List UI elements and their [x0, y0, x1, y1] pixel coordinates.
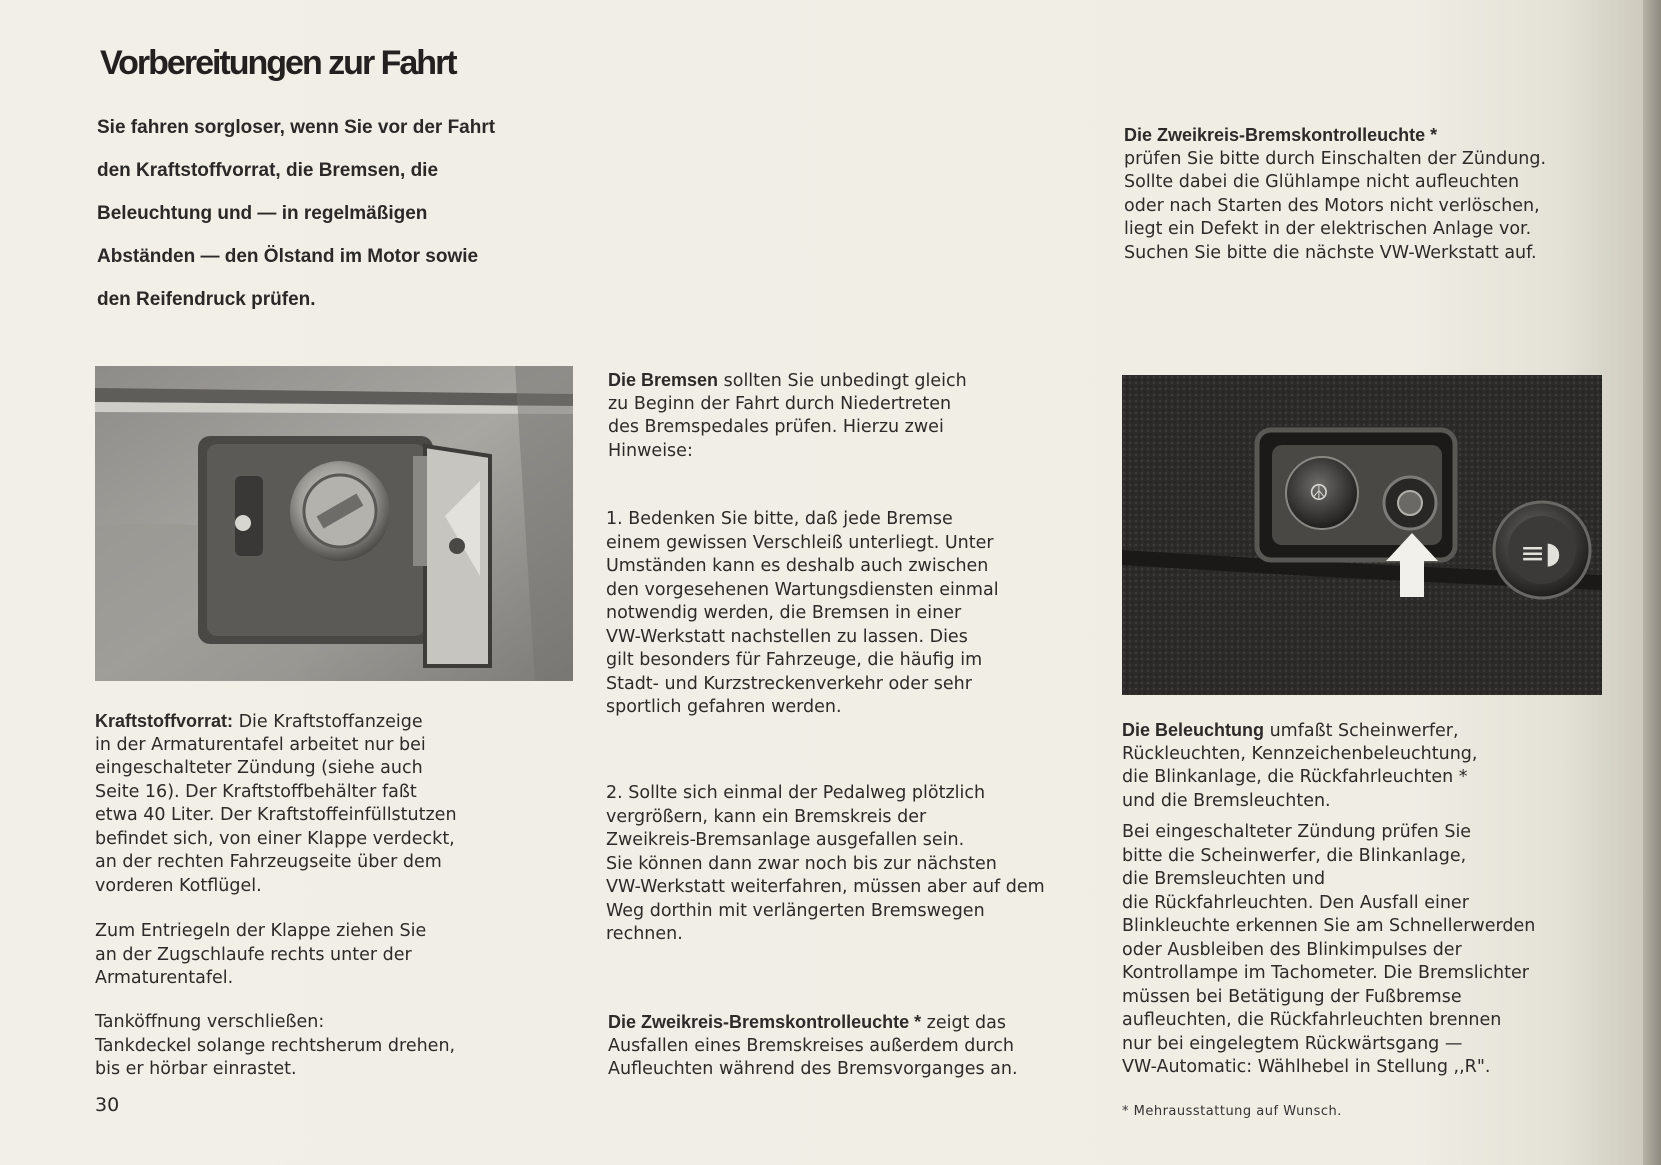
- lighting-check-line: oder Ausbleiben des Blinkimpulses der: [1122, 939, 1462, 960]
- fuel-close-line: Tankdeckel solange rechtsherum drehen,: [95, 1035, 456, 1056]
- warning-light-line: Sollte dabei die Glühlampe nicht aufleuchten: [1124, 172, 1520, 192]
- fuel-close-line: bis er hörbar einrastet.: [95, 1059, 297, 1079]
- intro-line: Sie fahren sorgloser, wenn Sie vor der Fahrt: [97, 117, 496, 138]
- warning-light-line: liegt ein Defekt in der elektrischen Anlage vor.: [1124, 219, 1532, 239]
- brakes-note-line: rechnen.: [606, 924, 683, 944]
- page-edge: [1643, 0, 1661, 1165]
- fuel-heading: Kraftstoffvorrat:: [95, 711, 234, 731]
- warning-light-line: Suchen Sie bitte die nächste VW-Werkstatt auf.: [1124, 242, 1537, 263]
- brakes-line: des Bremspedales prüfen. Hierzu zwei: [608, 417, 944, 437]
- lighting-check-line: Kontrollampe im Tachometer. Die Bremslichter: [1122, 963, 1529, 983]
- brakes-note-line: gilt besonders für Fahrzeuge, die häufig im: [606, 650, 983, 670]
- fuel-line: in der Armaturentafel arbeitet nur bei: [95, 734, 426, 755]
- fuel-close-paragraph: [95, 1011, 455, 1082]
- brakes-first-line: sollten Sie unbedingt gleich: [718, 371, 967, 391]
- fuel-unlock-paragraph: [95, 920, 426, 991]
- fuel-paragraph: [95, 710, 457, 898]
- brakes-warning-paragraph: [608, 1011, 1018, 1082]
- brakes-note-line: sportlich gefahren werden.: [606, 697, 842, 717]
- svg-text:☮: ☮: [1309, 481, 1329, 506]
- lighting-line: und die Bremsleuchten.: [1122, 790, 1331, 811]
- lighting-check-line: nur bei eingelegtem Rückwärtsgang —: [1122, 1033, 1463, 1054]
- brakes-note-1: [606, 508, 999, 720]
- fuel-first-line: Die Kraftstoffanzeige: [233, 712, 423, 732]
- brakes-note-2: [606, 782, 1045, 947]
- fuel-filler-photo: [95, 366, 573, 681]
- intro-line: den Kraftstoffvorrat, die Bremsen, die: [97, 160, 439, 181]
- lighting-check-line: müssen bei Betätigung der Fußbremse: [1122, 986, 1462, 1007]
- fuel-line: an der rechten Fahrzeugseite über dem: [95, 852, 442, 872]
- brakes-warning-first-line: zeigt das: [921, 1013, 1006, 1033]
- brakes-note-line: Umständen kann es deshalb auch zwischen: [606, 556, 989, 576]
- dashboard-switch-photo: [1122, 375, 1602, 695]
- lighting-check-line: die Rückfahrleuchten. Den Ausfall einer: [1122, 892, 1469, 913]
- page-number: 30: [95, 1094, 120, 1116]
- lighting-first-line: umfaßt Scheinwerfer,: [1264, 721, 1459, 741]
- fuel-line: befindet sich, von einer Klappe verdeckt,: [95, 828, 455, 849]
- fuel-line: eingeschalteter Zündung (siehe auch: [95, 758, 423, 778]
- brakes-line: Hinweise:: [608, 440, 693, 461]
- intro-line: Abständen — den Ölstand im Motor sowie: [97, 246, 479, 267]
- brakes-note-line: 2. Sollte sich einmal der Pedalweg plötzlich: [606, 783, 986, 803]
- brakes-paragraph: [608, 369, 967, 463]
- brakes-note-line: VW-Werkstatt nachstellen zu lassen. Dies: [606, 626, 968, 647]
- brakes-note-line: vergrößern, kann ein Bremskreis der: [606, 806, 927, 827]
- brakes-note-line: einem gewissen Verschleiß unterliegt. Unter: [606, 532, 994, 553]
- brakes-warning-line: Aufleuchten während des Bremsvorganges an.: [608, 1059, 1018, 1079]
- brakes-warning-heading: Die Zweikreis-Bremskontrolleuchte *: [608, 1012, 922, 1032]
- lighting-paragraph: [1122, 719, 1477, 813]
- brakes-note-line: VW-Werkstatt weiterfahren, müssen aber auf dem: [606, 877, 1045, 897]
- lighting-check-line: Blinkleuchte erkennen Sie am Schnellerwerden: [1122, 916, 1536, 936]
- fuel-unlock-line: Armaturentafel.: [95, 968, 234, 988]
- warning-light-line: oder nach Starten des Motors nicht verlöschen,: [1124, 195, 1540, 216]
- lighting-check-line: Bei eingeschalteter Zündung prüfen Sie: [1122, 822, 1472, 842]
- intro-paragraph: [97, 117, 557, 332]
- fuel-close-line: Tanköffnung verschließen:: [95, 1012, 325, 1032]
- brakes-note-line: Sie können dann zwar noch bis zur nächsten: [606, 853, 997, 874]
- lighting-heading: Die Beleuchtung: [1122, 720, 1265, 740]
- brakes-line: zu Beginn der Fahrt durch Niedertreten: [608, 393, 952, 414]
- svg-text:≡◗: ≡◗: [1520, 536, 1561, 571]
- brakes-note-line: Weg dorthin mit verlängerten Bremswegen: [606, 900, 985, 921]
- lighting-check-line: bitte die Scheinwerfer, die Blinkanlage,: [1122, 845, 1467, 866]
- brakes-note-line: 1. Bedenken Sie bitte, daß jede Bremse: [606, 509, 953, 529]
- brakes-note-line: notwendig werden, die Bremsen in einer: [606, 603, 962, 623]
- fuel-unlock-line: an der Zugschlaufe rechts unter der: [95, 944, 412, 965]
- intro-line: den Reifendruck prüfen.: [97, 289, 316, 310]
- fuel-unlock-line: Zum Entriegeln der Klappe ziehen Sie: [95, 921, 427, 941]
- fuel-line: Seite 16). Der Kraftstoffbehälter faßt: [95, 781, 417, 802]
- fuel-line: etwa 40 Liter. Der Kraftstoffeinfüllstutzen: [95, 805, 457, 825]
- lighting-check-paragraph: [1122, 821, 1535, 1080]
- brakes-note-line: den vorgesehenen Wartungsdiensten einmal: [606, 579, 999, 600]
- brakes-note-line: Stadt- und Kurzstreckenverkehr oder sehr: [606, 673, 972, 694]
- dashboard-illustration: [1122, 375, 1602, 695]
- intro-line: Beleuchtung und — in regelmäßigen: [97, 203, 428, 224]
- warning-light-heading: Die Zweikreis-Bremskontrolleuchte *: [1124, 125, 1438, 145]
- brakes-note-line: Zweikreis-Bremsanlage ausgefallen sein.: [606, 830, 965, 850]
- warning-light-line: prüfen Sie bitte durch Einschalten der Zündung.: [1124, 148, 1547, 169]
- warning-light-paragraph: [1124, 124, 1546, 265]
- brakes-heading: Die Bremsen: [608, 370, 719, 390]
- fuel-line: vorderen Kotflügel.: [95, 875, 262, 896]
- lighting-check-line: die Bremsleuchten und: [1122, 869, 1326, 889]
- footnote: * Mehrausstattung auf Wunsch.: [1122, 1104, 1342, 1119]
- brakes-warning-line: Ausfallen eines Bremskreises außerdem durch: [608, 1035, 1014, 1056]
- lighting-check-line: VW-Automatic: Wählhebel in Stellung ,,R".: [1122, 1057, 1491, 1077]
- page-title: Vorbereitungen zur Fahrt: [100, 44, 456, 82]
- lighting-check-line: aufleuchten, die Rückfahrleuchten brennen: [1122, 1010, 1502, 1030]
- lighting-line: die Blinkanlage, die Rückfahrleuchten *: [1122, 767, 1468, 787]
- lighting-line: Rückleuchten, Kennzeichenbeleuchtung,: [1122, 743, 1478, 764]
- fuel-filler-illustration: [95, 366, 573, 681]
